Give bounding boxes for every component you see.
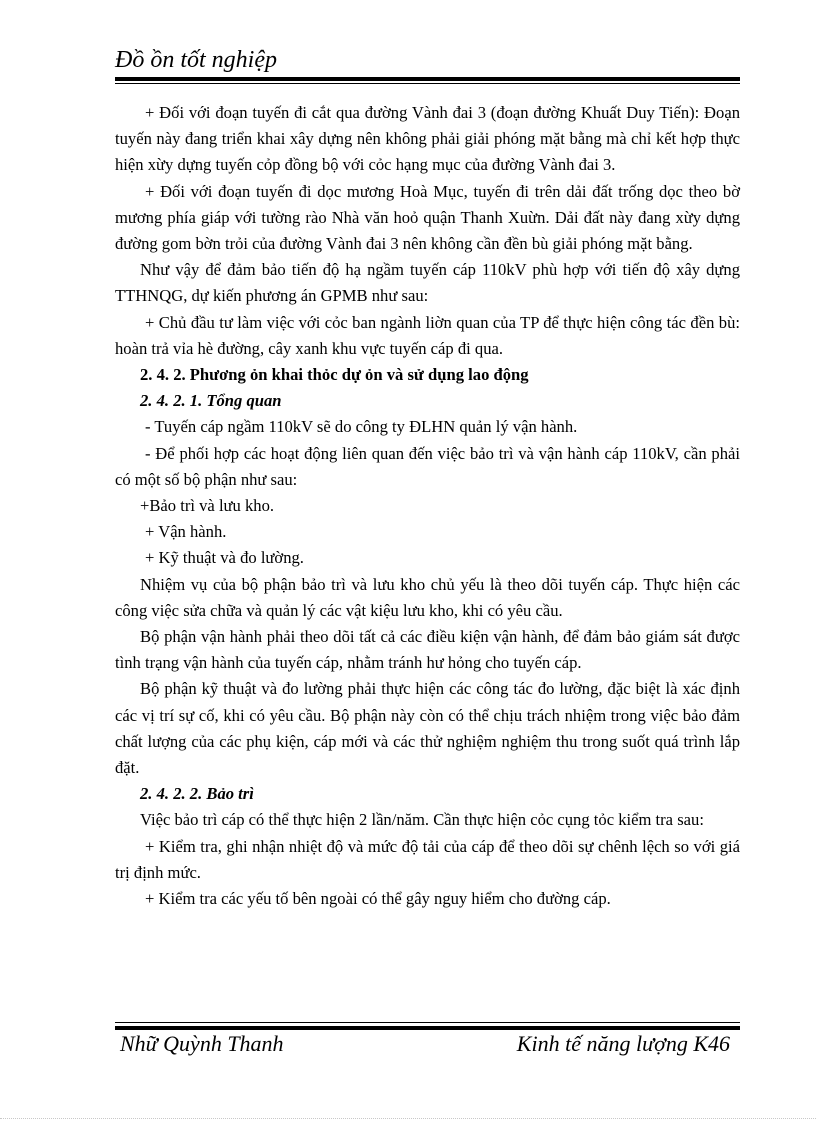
- page-edge: [0, 1118, 816, 1119]
- paragraph: + Đối với đoạn tuyến đi dọc mương Hoà Mục, tuyến đi trên dải đất trống dọc theo bờ mương phía giáp với tường rào Nhà văn hoỏ quận Thanh Xuừn. Dải đất này đang xừy dựng đường gom bờn trỏi của đường Vành đai 3 nên không cần đền bù giải phóng mặt bằng.: [115, 181, 740, 254]
- list-item: + Vận hành.: [145, 522, 227, 542]
- list-item: +Bảo trì và lưu kho.: [140, 496, 275, 516]
- header-rule-thick: [115, 77, 740, 81]
- paragraph: Bộ phận vận hành phải theo dõi tất cả các điều kiện vận hành, để đảm bảo giám sát được tình trạng vận hành của tuyến cáp, nhằm tránh hư hỏng cho tuyến cáp.: [115, 627, 740, 673]
- list-item: + Kỹ thuật và đo lường.: [145, 548, 304, 568]
- footer-rule-thin: [115, 1022, 740, 1023]
- paragraph: Bộ phận kỹ thuật và đo lường phải thực hiện các công tác đo lường, đặc biệt là xác định các vị trí sự cố, khi có yêu cầu. Bộ phận này còn có thể chịu trách nhiệm trong việc bảo đảm chất lượng của các phụ kiện, cáp mới và các thử nghiệm nghiệm thu trong suốt quá trình lắp đặt.: [115, 679, 740, 778]
- paragraph: + Kiểm tra, ghi nhận nhiệt độ và mức độ tải của cáp để theo dõi sự chênh lệch so với giá trị định mức.: [115, 836, 740, 882]
- paragraph: - Tuyến cáp ngầm 110kV sẽ do công ty ĐLHN quản lý vận hành.: [145, 417, 578, 437]
- footer-author: Nhữ Quỳnh Thanh: [120, 1031, 284, 1056]
- section-heading: 2. 4. 2. Phương ỏn khai thỏc dự ỏn và sử dụng lao động: [140, 365, 529, 385]
- paragraph: + Chủ đầu tư làm việc với cỏc ban ngành liờn quan của TP để thực hiện công tác đền bù: hoàn trả vỉa hè đường, cây xanh khu vực tuyến cáp đi qua.: [115, 312, 740, 358]
- paragraph: Việc bảo trì cáp có thể thực hiện 2 lần/năm. Cần thực hiện cỏc cụng tỏc kiểm tra sau:: [140, 810, 704, 830]
- paragraph: Nhiệm vụ của bộ phận bảo trì và lưu kho chủ yếu là theo dõi tuyến cáp. Thực hiện các công việc sửa chữa và quản lý các vật kiệu lưu kho, khi có yêu cầu.: [115, 574, 740, 620]
- paragraph: Như vậy để đảm bảo tiến độ hạ ngầm tuyến cáp 110kV phù hợp với tiến độ xây dựng TTHNQG, dự kiến phương án GPMB như sau:: [115, 260, 740, 306]
- header-rule-thin: [115, 83, 740, 84]
- document-body: [115, 100, 740, 912]
- subsection-heading: 2. 4. 2. 2. Bảo trì: [140, 784, 254, 804]
- paragraph: + Kiểm tra các yếu tố bên ngoài có thể gây nguy hiểm cho đường cáp.: [145, 889, 611, 909]
- subsection-heading: 2. 4. 2. 1. Tổng quan: [140, 391, 282, 411]
- paragraph: + Đối với đoạn tuyến đi cắt qua đường Vành đai 3 (đoạn đường Khuất Duy Tiến): Đoạn tuyến này đang triển khai xây dựng nên không phải giải phóng mặt bằng mà chỉ kết hợp thực hiện xừy dựng tuyến cỏp đồng bộ với cỏc hạng mục của đường Vành đai 3.: [115, 103, 740, 175]
- footer-course: Kinh tế năng lượng K46: [516, 1031, 730, 1056]
- paragraph: - Để phối hợp các hoạt động liên quan đến việc bảo trì và vận hành cáp 110kV, cần phải có một số bộ phận như sau:: [115, 443, 740, 489]
- header-title: Đồ ồn tốt nghiệp: [115, 47, 277, 73]
